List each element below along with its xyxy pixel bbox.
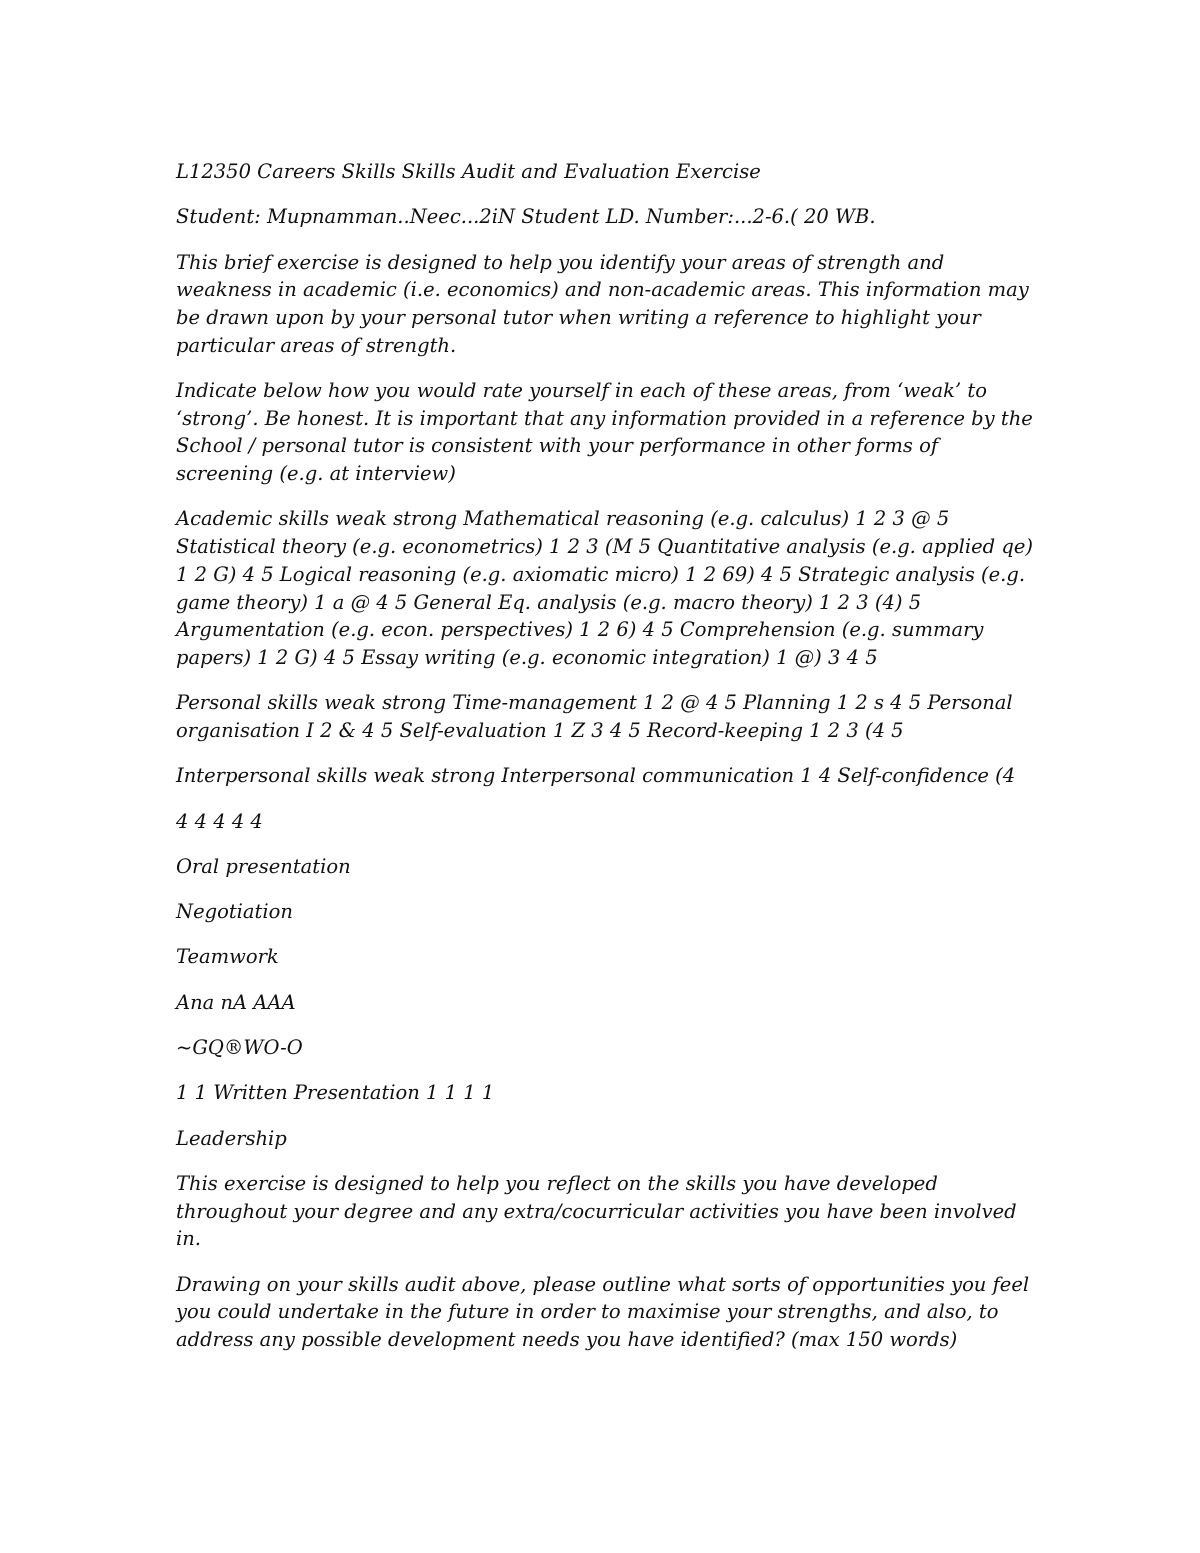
negotiation-line: Negotiation (176, 900, 293, 924)
personal-skills-paragraph: Personal skills weak strong Time-management 1 2 @ 4 5 Planning 1 2 s 4 5 Personal organisation I 2 & 4 5 Self-evaluation 1 Z 3 4 5 Record-keeping 1 2 3 (4 5 (176, 691, 1013, 742)
question-paragraph: Drawing on your skills audit above, please outline what sorts of opportunities you feel you could undertake in the future in order to maximise your strengths, and also, to address any possible development needs you have identified? (max 150 words) (176, 1272, 1030, 1351)
ana-line: Ana nA AAA (176, 990, 296, 1014)
document-page (176, 158, 1036, 1371)
student-info: Student: Mupnamman..Neec...2iN Student LD. Number:...2-6.( 20 WB. (176, 205, 876, 229)
rating-line: 4 4 4 4 4 (176, 809, 263, 833)
teamwork-line: Teamwork (176, 945, 279, 969)
oral-presentation-line: Oral presentation (176, 854, 351, 878)
written-presentation-line: 1 1 Written Presentation 1 1 1 1 (176, 1081, 495, 1105)
symbols-line: ~GQ®WO-O (176, 1036, 303, 1059)
reflect-paragraph: This exercise is designed to help you reflect on the skills you have developed throughout your degree and any extra/cocurricular activities you have been involved in. (176, 1171, 1017, 1251)
intro-paragraph: This brief exercise is designed to help you identify your areas of strength and weakness in academic (i.e. economics) and non-academic areas. This information may be drawn upon by your personal tutor when writing a reference to highlight your particular areas of strength. (176, 250, 1029, 357)
instructions-paragraph: Indicate below how you would rate yourself in each of these areas, from ‘weak’ to ‘strong’. Be honest. It is important that any information provided in a reference by the School / personal tutor is consistent with your performance in other forms of screening (e.g. at interview) (176, 379, 1033, 486)
interpersonal-skills-paragraph: Interpersonal skills weak strong Interpersonal communication 1 4 Self-confidence (4 (176, 764, 1016, 788)
document-title: L12350 Careers Skills Skills Audit and Evaluation Exercise (176, 160, 761, 183)
leadership-line: Leadership (176, 1126, 287, 1150)
academic-skills-paragraph: Academic skills weak strong Mathematical reasoning (e.g. calculus) 1 2 3 @ 5 Statistical theory (e.g. econometrics) 1 2 3 (M 5 Quantitative analysis (e.g. applied qe) 1 2 G) 4 5 Logical reasoning (e.g. axiomatic micro) 1 2 69) 4 5 Strategic analysis (e.g. game theory) 1 a @ 4 5 General Eq. analysis (e.g. macro theory) 1 2 3 (4) 5 Argumentation (e.g. econ. perspectives) 1 2 6) 4 5 Comprehension (e.g. summary papers) 1 2 G) 4 5 Essay writing (e.g. economic integration) 1 @) 3 4 5 (176, 507, 1033, 669)
